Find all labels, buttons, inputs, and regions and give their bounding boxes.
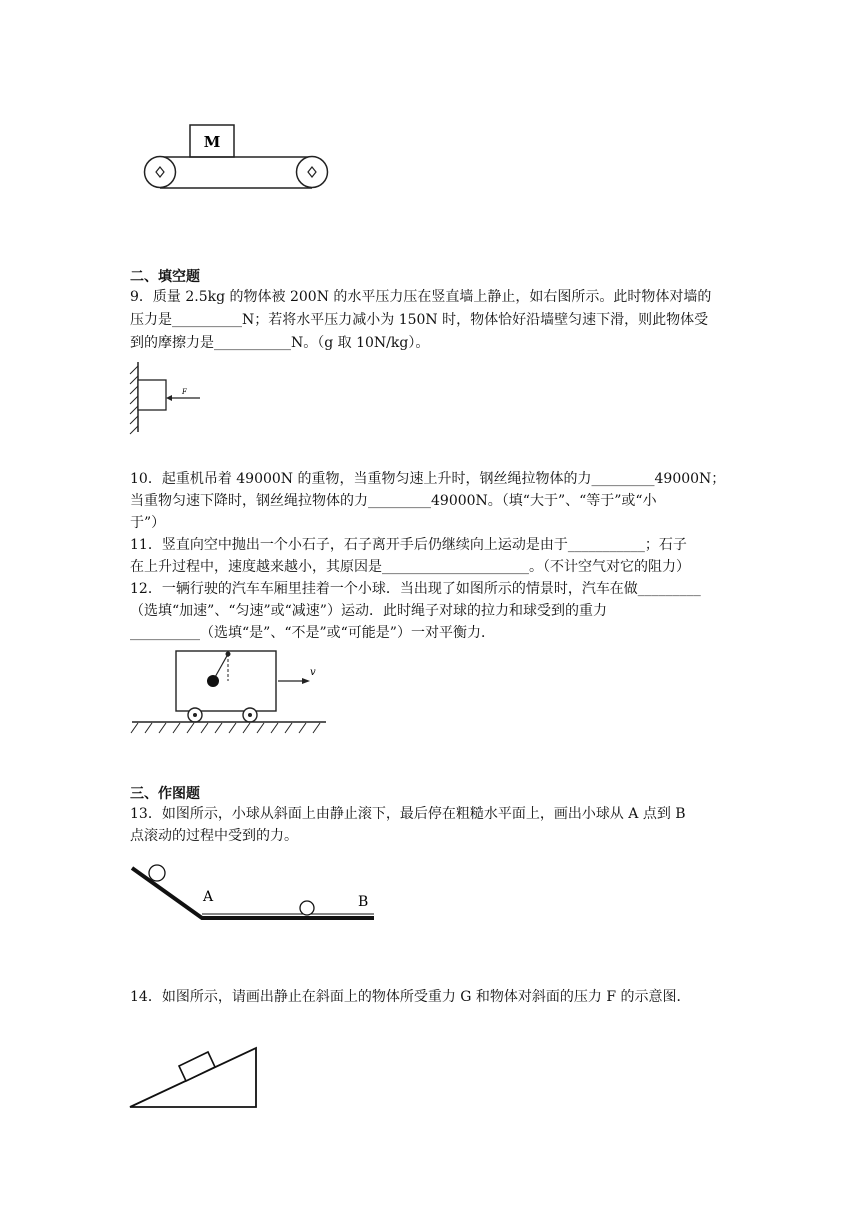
q10-line-2: 当重物匀速下降时，钢丝绳拉物体的力_________49000N。（填“大于”、“等于”或“小	[130, 493, 657, 509]
right-pulley	[297, 157, 328, 188]
car-body	[176, 651, 276, 711]
ball-at-top	[149, 865, 165, 881]
incline-rough-surface-figure	[128, 858, 378, 928]
force-arrow-head	[166, 395, 172, 401]
incline-track	[132, 868, 374, 918]
q12-line-3: __________（选填“是”、“不是”或“可能是”）一对平衡力．	[130, 625, 495, 641]
q12-line-1: 12．一辆行驶的汽车车厢里挂着一个小球．当出现了如图所示的情景时，汽车在做_________	[130, 581, 701, 597]
label-a: A	[203, 889, 214, 905]
q9-line-3: 到的摩擦力是___________N。（g 取 10N/kg）。	[130, 335, 430, 351]
q9-line-2: 压力是__________N；若将水平压力减小为 150N 时，物体恰好沿墙壁匀速下滑，则此物体受	[130, 312, 709, 328]
left-pulley	[145, 157, 176, 188]
pressed-block	[138, 380, 166, 410]
section-3-heading: 三、作图题	[130, 786, 200, 802]
ball-on-surface	[300, 901, 314, 915]
q10-line-1: 10．起重机吊着 49000N 的重物，当重物匀速上升时，钢丝绳拉物体的力_________49000N；	[130, 471, 726, 487]
block-m-label: M	[203, 133, 221, 151]
q13-line-1: 13．如图所示，小球从斜面上由静止滚下，最后停在粗糙水平面上，画出小球从 A 点到 B	[130, 806, 686, 822]
q12-line-2: （选填“加速”、“匀速”或“减速”）运动．此时绳子对球的拉力和球受到的重力	[130, 603, 607, 619]
q11-line-1: 11．竖直向空中抛出一个小石子，石子离开手后仍继续向上运动是由于___________；石子	[130, 537, 687, 553]
q9-line-1: 9．质量 2.5kg 的物体被 200N 的水平压力压在竖直墙上静止，如右图所示。此时物体对墙的	[130, 289, 712, 305]
velocity-label: v	[310, 667, 316, 678]
conveyor-belt-figure	[140, 120, 340, 200]
q14-line-1: 14．如图所示，请画出静止在斜面上的物体所受重力 G 和物体对斜面的压力 F 的示意图．	[130, 989, 691, 1005]
wall-block-figure	[126, 360, 206, 436]
pendulum-ball	[207, 675, 219, 687]
label-b: B	[358, 894, 369, 910]
q13-line-2: 点滚动的过程中受到的力。	[130, 828, 298, 844]
q10-line-3: 于”）	[130, 515, 166, 531]
velocity-arrow-head	[302, 678, 310, 684]
q11-line-2: 在上升过程中，速度越来越小，其原因是_____________________。（不计空气对它的阻力）	[130, 559, 690, 575]
force-label-f: F	[182, 388, 187, 396]
section-2-heading: 二、填空题	[130, 269, 200, 285]
block-on-incline-figure	[128, 1034, 262, 1114]
car-pendulum-figure	[128, 645, 328, 737]
